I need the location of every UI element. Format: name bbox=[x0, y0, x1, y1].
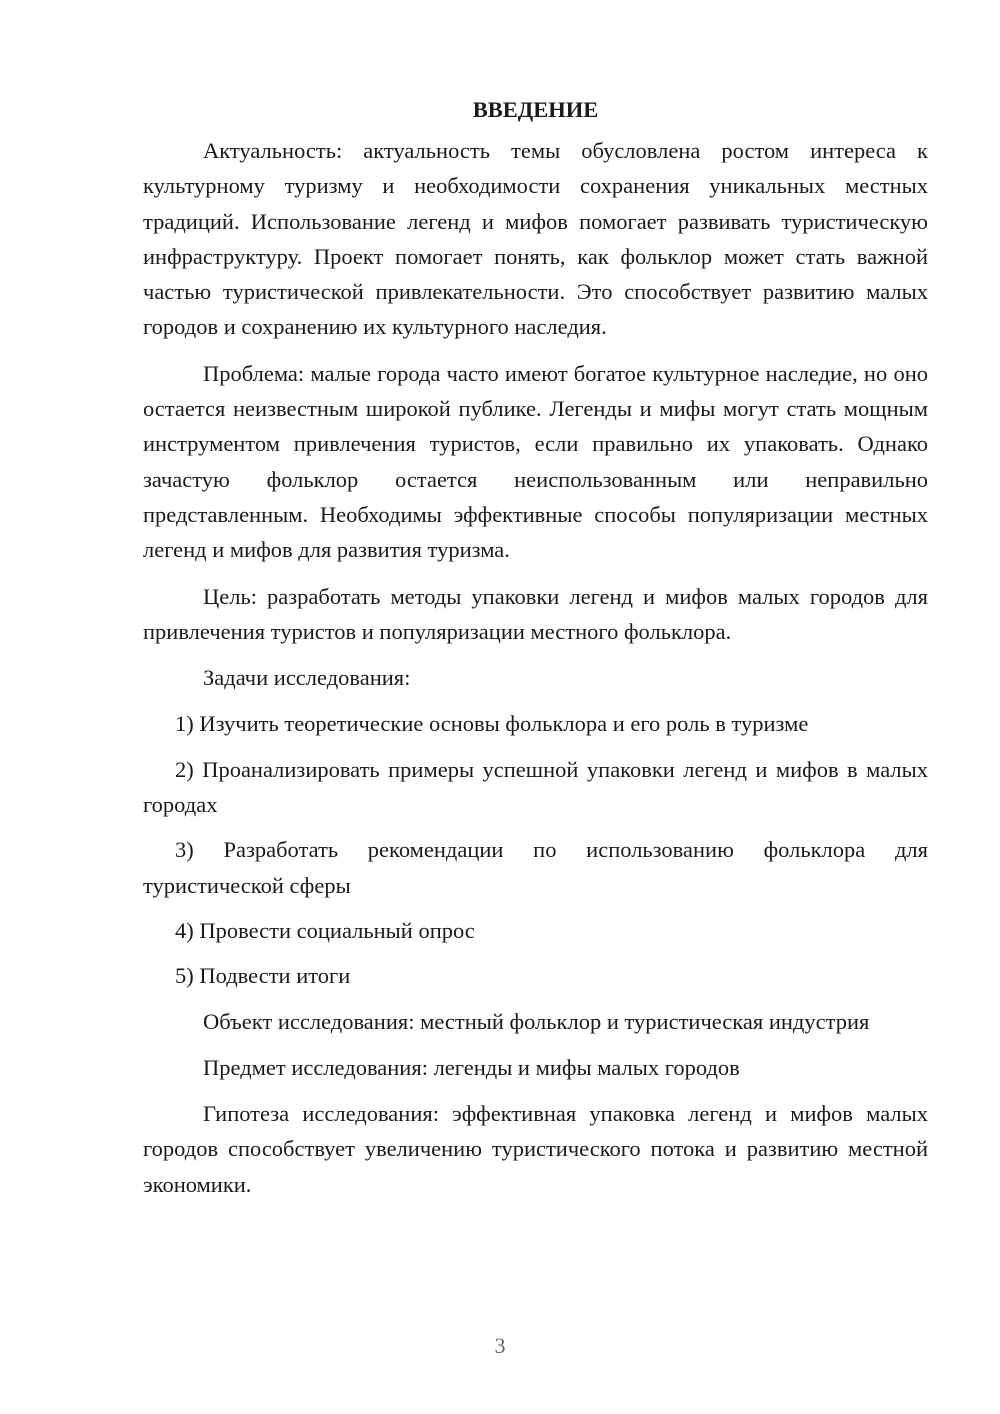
paragraph-object: Объект исследования: местный фольклор и туристическая индустрия bbox=[203, 1008, 870, 1034]
task-item-2: 2) Проанализировать примеры успешной упаковки легенд и мифов в малых городах bbox=[143, 756, 928, 818]
document-page bbox=[143, 92, 928, 1213]
paragraph-hypothesis: Гипотеза исследования: эффективная упаковка легенд и мифов малых городов способствует увеличению туристического потока и развитию местной экономики. bbox=[143, 1101, 928, 1197]
paragraph-problem: Проблема: малые города часто имеют богатое культурное наследие, но оно остается неизвестным широкой публике. Легенды и мифы могут стать мощным инструментом привлечения туристов, если правильно их упаковать. Однако зачастую фольклор остается неиспользованным или неправильно представленным. Необходимы эффективные способы популяризации местных легенд и мифов для развития туризма. bbox=[143, 360, 928, 563]
paragraph-goal: Цель: разработать методы упаковки легенд и мифов малых городов для привлечения туристов и популяризации местного фольклора. bbox=[143, 583, 928, 644]
task-item-1: 1) Изучить теоретические основы фольклора и его роль в туризме bbox=[175, 711, 809, 737]
page-title: ВВЕДЕНИЕ bbox=[472, 97, 599, 122]
paragraph-subject: Предмет исследования: легенды и мифы малых городов bbox=[203, 1054, 740, 1080]
paragraph-relevance: Актуальность: актуальность темы обусловлена ростом интереса к культурному туризму и необходимости сохранения уникальных местных традиций. Использование легенд и мифов помогает развивать туристическую инфраструктуру. Проект помогает понять, как фольклор может стать важной частью туристической привлекательности. Это способствует развитию малых городов и сохранению их культурного наследия. bbox=[143, 138, 928, 340]
tasks-heading: Задачи исследования: bbox=[203, 665, 411, 691]
task-item-5: 5) Подвести итоги bbox=[175, 963, 351, 989]
task-item-4: 4) Провести социальный опрос bbox=[175, 917, 475, 943]
task-item-3: 3) Разработать рекомендации по использованию фольклора для туристической сферы bbox=[143, 837, 928, 898]
page-number: 3 bbox=[494, 1333, 506, 1358]
